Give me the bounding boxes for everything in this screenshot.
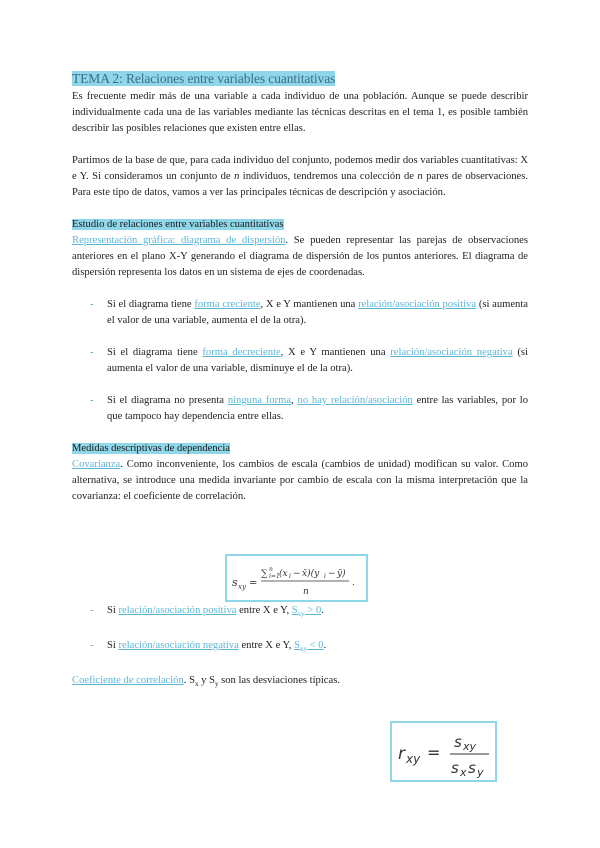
svg-text:s: s	[454, 733, 462, 751]
svg-text:s: s	[468, 759, 476, 777]
section-heading-measures: Medidas descriptivas de dependencia	[72, 443, 230, 454]
dash-bullet: -	[90, 347, 94, 358]
intro-paragraph-1: Es frecuente medir más de una variable a cada individuo de una población. Aunque se puede describir individualmente cada una de las variables mediante las técnicas descritas en el tema 1, es posible también describir las posibles relaciones que existen entre ellas.	[72, 91, 528, 134]
svg-text:ȳ): ȳ)	[337, 569, 346, 579]
scatter-text: . Se pueden representar las parejas de observaciones anteriores en el plano X-Y generando el diagrama de dispersión de los puntos anteriores. El diagrama de dispersión representa los datos en un sistema de ejes de coordenadas.	[72, 235, 528, 278]
intro-paragraph-2	[72, 153, 528, 201]
svg-text:r: r	[398, 744, 405, 764]
intro-text: pares de observaciones. Para este tipo de datos, vamos a ver las principales técnicas de descripción y asociación.	[72, 171, 529, 198]
section1-heading-row	[72, 217, 528, 233]
svg-text:i: i	[289, 573, 291, 580]
list-spacer	[90, 329, 528, 345]
covariance-formula-svg	[227, 556, 366, 600]
svg-text:xy: xy	[238, 583, 246, 591]
decreasing-link[interactable]: forma decreciente	[202, 347, 281, 358]
dash-bullet: -	[90, 395, 94, 406]
negative-association-link[interactable]: relación/asociación negativa	[390, 347, 513, 358]
list-item: - Si el diagrama no presenta ninguna forma, no hay relación/asociación entre las variables, por lo que tampoco hay dependencia entre ellas.	[90, 395, 529, 422]
covariance-text: . Como inconveniente, los cambios de escala (cambios de unidad) modifican su valor. Como alternativa, se introduce una medida invariante por cambio de escala con la misma interpretación que la covarianza: el coeficiente de correlación.	[72, 459, 528, 502]
no-association-link[interactable]: no hay relación/asociación	[297, 395, 413, 406]
list-spacer	[90, 377, 528, 393]
svg-text:s: s	[451, 759, 459, 777]
positive-relation-link[interactable]: relación/asociación positiva	[118, 605, 237, 616]
dash-bullet: -	[90, 640, 94, 652]
correlation-formula	[390, 721, 497, 782]
dash-bullet: -	[90, 605, 94, 616]
svg-text:i: i	[324, 573, 326, 580]
variable-n: n	[234, 171, 240, 182]
svg-text:.: .	[352, 578, 355, 588]
svg-text:i=1: i=1	[269, 573, 280, 580]
svg-text:s: s	[232, 576, 238, 589]
correlation-link[interactable]: Coeficiente de correlación	[72, 675, 184, 687]
svg-text:(x: (x	[279, 569, 288, 579]
no-shape-link[interactable]: ninguna forma	[227, 395, 292, 406]
covariance-bullet-list	[90, 603, 528, 657]
svg-text:n: n	[303, 587, 309, 597]
section-heading-relations: Estudio de relaciones entre variables cuantitativas	[72, 219, 284, 230]
scatter-paragraph	[72, 233, 528, 281]
correlation-paragraph: Coeficiente de correlación. $S_x$ y $S_y$ son las desviaciones típicas.	[72, 675, 340, 689]
svg-text:=: =	[249, 578, 258, 589]
page-title: TEMA 2: Relaciones entre variables cuantitativas	[72, 71, 336, 86]
variable-n: n	[417, 171, 423, 182]
increasing-link[interactable]: forma creciente	[194, 299, 261, 310]
svg-text:−: −	[293, 569, 301, 579]
covariance-paragraph	[72, 457, 528, 505]
list-item: - Si el diagrama tiene forma creciente, X e Y mantienen una relación/asociación positiva (si aumenta el valor de una variable, aumenta el de la otra).	[90, 299, 528, 326]
positive-association-link[interactable]: relación/asociación positiva	[358, 299, 477, 310]
correlation-formula-svg	[392, 723, 495, 780]
list-item: - Si relación/asociación negativa entre X e Y, $S_{xy} < 0$.	[90, 640, 327, 654]
dash-bullet: -	[90, 299, 94, 310]
svg-text:xy: xy	[463, 740, 477, 753]
covariance-formula	[225, 554, 368, 602]
svg-text:y: y	[477, 766, 484, 779]
scatter-bullet-list	[90, 297, 528, 425]
section2-heading-row	[72, 441, 528, 457]
svg-text:=: =	[427, 743, 441, 762]
covariance-link[interactable]: Covarianza	[72, 459, 121, 470]
sxy-positive-link[interactable]: $S_{xy} > 0$	[291, 605, 322, 619]
title-row	[72, 70, 528, 89]
svg-text:n: n	[269, 566, 273, 573]
list-spacer	[90, 622, 528, 638]
sxy-negative-link[interactable]: $S_{xy} < 0$	[294, 640, 324, 654]
svg-text:xy: xy	[406, 752, 421, 766]
svg-text:∑: ∑	[261, 569, 268, 579]
list-item: - Si relación/asociación positiva entre X e Y, $S_{xy} > 0$.	[90, 605, 324, 619]
intro-text: individuos, tendremos una colección de	[239, 171, 418, 182]
list-item: - Si el diagrama tiene forma decreciente, X e Y mantienen una relación/asociación negativa (si aumenta el valor de una variable, disminuye el de la otra).	[90, 347, 528, 374]
scatter-diagram-link[interactable]: Representación gráfica: diagrama de dispersión	[72, 235, 286, 246]
negative-relation-link[interactable]: relación/asociación negativa	[118, 640, 239, 652]
svg-text:x: x	[460, 766, 467, 779]
svg-text:x̄)(y: x̄)(y	[302, 569, 320, 579]
svg-text:−: −	[328, 569, 336, 579]
intro-text: Partimos de la base de que, para cada individuo del conjunto, podemos medir dos variables cuantitativas: X e Y. Si consideramos un conjunto de	[72, 155, 528, 182]
